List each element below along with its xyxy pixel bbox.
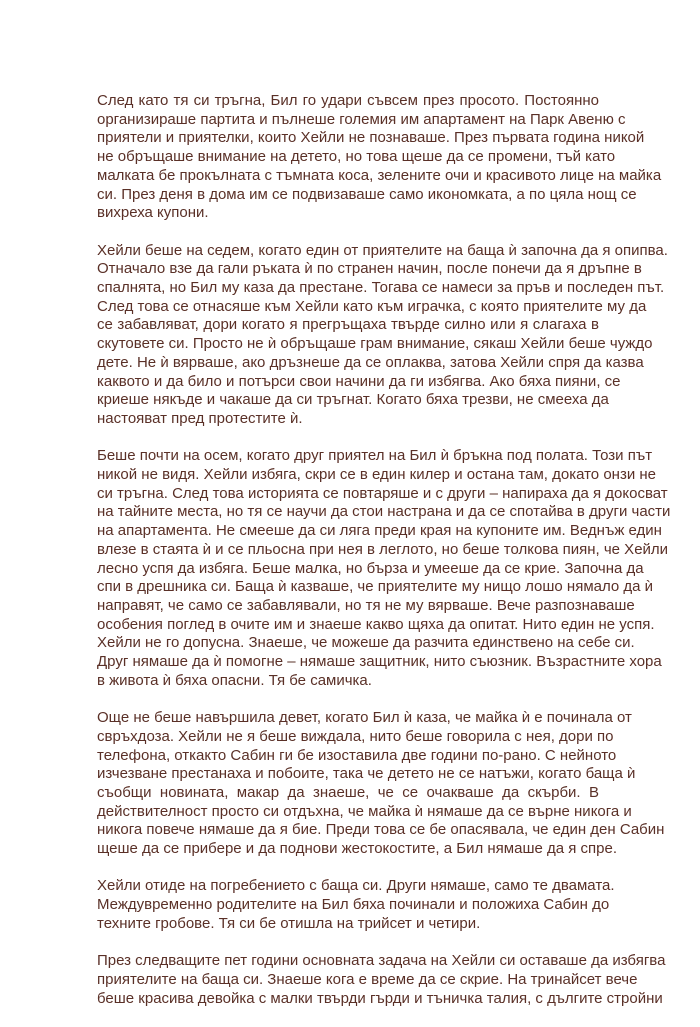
- text-line: свръхдоза. Хейли не я беше виждала, нито беше говорила с нея, дори по: [97, 727, 614, 745]
- text-line: Хейли беше на седем, когато един от приятелите на баща ѝ започна да я опипва.: [97, 241, 668, 259]
- body-text: [97, 92, 671, 1027]
- text-line: изчезване престанаха и побоите, така че детето не се натъжи, когато баща ѝ: [97, 765, 636, 783]
- text-line: Хейли отиде на погребението с баща си. Други нямаше, само те двамата.: [97, 877, 615, 895]
- text-line: никога повече нямаше да я бие. Преди това се бе опасявала, че един ден Сабин: [97, 821, 665, 839]
- text-line: беше красива девойка с малки твърди гърди и тъничка талия, с дългите стройни: [97, 989, 663, 1007]
- text-line: си. През деня в дома им се подвизаваше само икономката, а по цяла нощ се: [97, 185, 637, 203]
- text-line: Още не беше навършила девет, когато Бил ѝ каза, че майка ѝ е починала от: [97, 709, 632, 727]
- text-line: малката бе прокълната с тъмната коса, зелените очи и красивото лице на майка: [97, 166, 662, 184]
- text-line: криеше някъде и чакаше да си тръгнат. Когато бяха трезви, не смееха да: [97, 391, 609, 409]
- text-line: Отначало взе да гали ръката ѝ по странен начин, после понечи да я дръпне в: [97, 260, 642, 278]
- text-line: Междувременно родителите на Бил бяха починали и положиха Сабин до: [97, 896, 610, 914]
- text-line: скутовете си. Просто не ѝ обръщаше грам внимание, сякаш Хейли беше чуждо: [97, 335, 653, 353]
- paragraph: [97, 877, 615, 933]
- text-line: организираше партита и пълнеше големия им апартамент на Парк Авеню с: [97, 110, 626, 128]
- text-line: на тайните места, но тя се научи да стои настрана и да се спотайва в други части: [97, 503, 671, 521]
- text-line: съобщи новината, макар да знаеше, че се очакваше да скърби. В: [97, 783, 599, 801]
- text-line: особения поглед в очите им и знаеше какво щяха да опитат. Нито един не успя.: [97, 615, 655, 633]
- text-line: не обръщаше внимание на детето, но това щеше да се промени, тъй като: [97, 148, 616, 166]
- paragraph: [97, 952, 666, 1008]
- text-line: приятели и приятелки, които Хейли не познаваше. През първата година никой: [97, 129, 645, 147]
- text-line: никой не видя. Хейли избяга, скри се в един килер и остана там, докато онзи не: [97, 466, 656, 484]
- text-line: приятелите на баща си. Знаеше кога е време да се скрие. На тринайсет вече: [97, 970, 638, 988]
- text-line: След това се отнасяше към Хейли като към играчка, с която приятелите му да: [97, 297, 647, 315]
- paragraph: [97, 447, 671, 690]
- paragraph: [97, 709, 665, 859]
- text-line: направят, че само се забавлявали, но тя не му вярваше. Вече разпознаваше: [97, 596, 635, 614]
- text-line: През следващите пет години основната задача на Хейли си оставаше да избягва: [97, 952, 666, 970]
- text-line: спи в дрешника си. Баща ѝ казваше, че приятелите му нищо лошо нямало да ѝ: [97, 578, 654, 596]
- text-line: действителност просто си отдъхна, че майка ѝ нямаше да се върне никога и: [97, 802, 632, 820]
- text-line: влезе в стаята ѝ и се пльосна при нея в леглото, но беше толкова пиян, че Хейли: [97, 540, 669, 558]
- text-line: си тръгна. След това историята се повтаряше и с други – напираха да я докосват: [97, 484, 668, 502]
- text-line: Хейли не го допусна. Знаеше, че можеше да разчита единствено на себе си.: [97, 634, 635, 652]
- text-line: щеше да се прибере и да поднови жестокостите, а Бил нямаше да я спре.: [97, 840, 618, 858]
- text-line: на апартамента. Не смееше да си ляга преди края на купоните им. Веднъж един: [97, 522, 662, 540]
- text-line: Друг нямаше да ѝ помогне – нямаше защитник, нито съюзник. Възрастните хора: [97, 653, 662, 671]
- text-line: настояват пред протестите ѝ.: [97, 409, 303, 427]
- text-line: лесно успя да избяга. Беше малка, но бърза и умееше да се крие. Започна да: [97, 559, 644, 577]
- text-line: спалнята, но Бил му каза да престане. Тогава се намеси за пръв и последен път.: [97, 279, 665, 297]
- text-line: в живота ѝ бяха опасни. Тя бе самичка.: [97, 671, 372, 689]
- text-line: вихреха купони.: [97, 204, 209, 222]
- paragraph: [97, 92, 662, 223]
- text-line: каквото и да било и потърси свои начини да ги избягва. Ако бяха пияни, се: [97, 372, 621, 390]
- text-line: се забавляват, дори когато я прегръщаха твърде силно или я слагаха в: [97, 316, 599, 334]
- paragraph: [97, 241, 668, 429]
- text-line: техните гробове. Тя си бе отишла на трийсет и четири.: [97, 914, 481, 932]
- text-line: Беше почти на осем, когато друг приятел на Бил ѝ бръкна под полата. Този път: [97, 447, 653, 465]
- text-line: дете. Не ѝ вярваше, ако дръзнеше да се оплаква, затова Хейли спря да казва: [97, 353, 644, 371]
- text-line: телефона, откакто Сабин ги бе изоставила две години по-рано. С нейното: [97, 746, 617, 764]
- text-line: След като тя си тръгна, Бил го удари съвсем през просото. Постоянно: [97, 92, 599, 109]
